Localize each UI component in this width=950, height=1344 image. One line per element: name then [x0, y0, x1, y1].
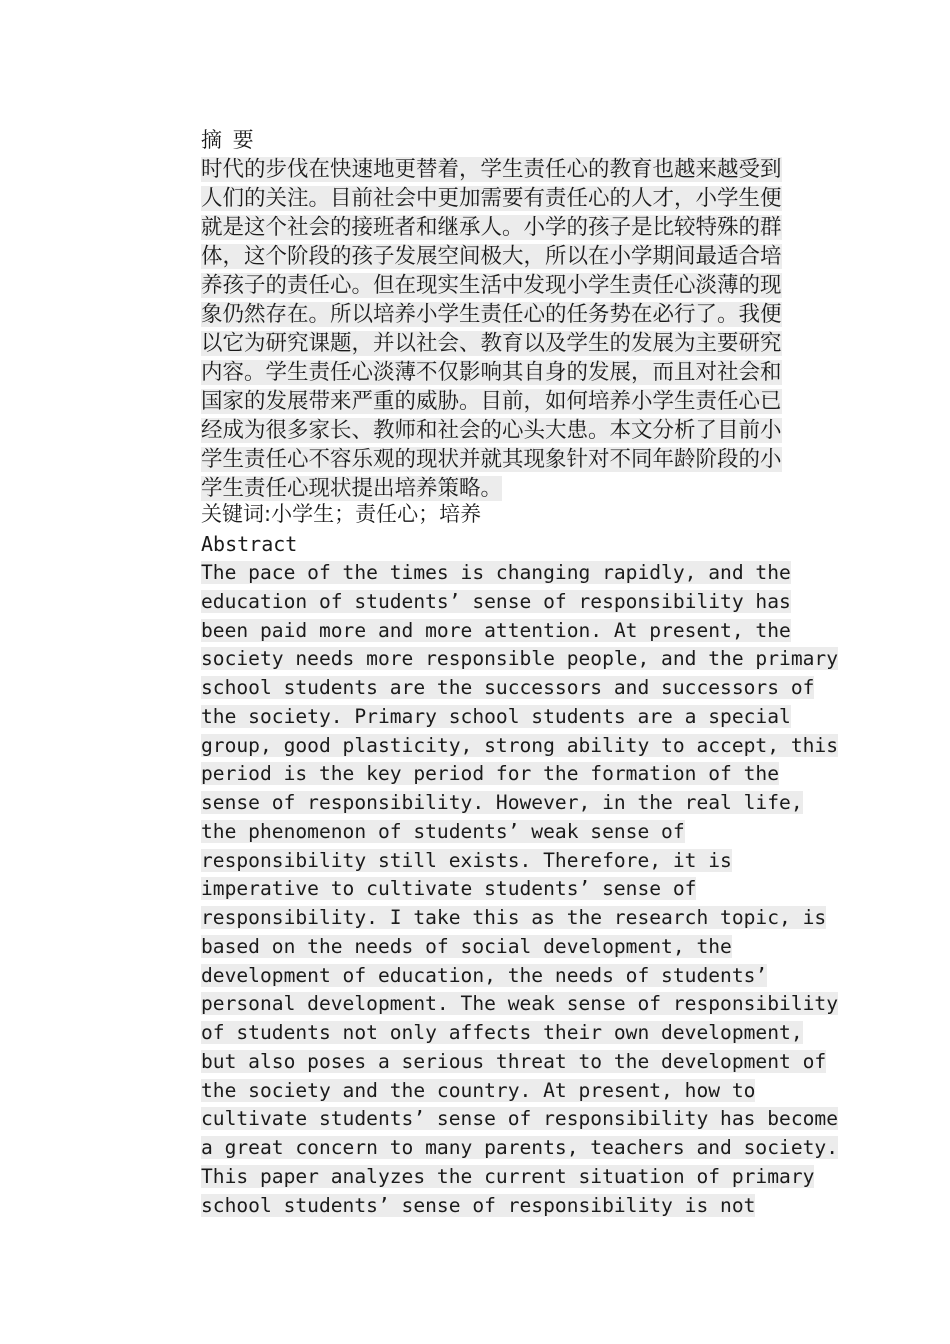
chinese-abstract-line: 学生责任心现状提出培养策略。 — [201, 476, 503, 501]
chinese-abstract-line: 经成为很多家长、教师和社会的心头大患。本文分析了目前小 — [201, 418, 782, 443]
english-abstract-heading: Abstract — [201, 532, 298, 556]
english-abstract-line: cultivate students’ sense of responsibility has become — [201, 1107, 839, 1131]
english-abstract-line: responsibility. I take this as the research topic, is — [201, 906, 827, 929]
english-abstract-line: personal development. The weak sense of responsibility — [201, 992, 839, 1016]
chinese-abstract-line: 学生责任心不容乐观的现状并就其现象针对不同年龄阶段的小 — [201, 447, 782, 472]
chinese-abstract-line: 时代的步伐在快速地更替着，学生责任心的教育也越来越受到 — [201, 157, 782, 182]
english-abstract-line: development of education, the needs of students’ — [201, 963, 768, 987]
english-abstract-line: based on the needs of social development, the — [201, 934, 732, 958]
english-abstract-line: period is the key period for the formation of the — [201, 762, 780, 786]
english-abstract-line: group, good plasticity, strong ability to accept, this — [201, 733, 839, 757]
chinese-abstract-body — [201, 155, 811, 503]
english-abstract-line: education of students’ sense of responsibility has — [201, 589, 791, 613]
chinese-abstract-line: 养孩子的责任心。但在现实生活中发现小学生责任心淡薄的现 — [201, 273, 782, 298]
chinese-abstract-line: 就是这个社会的接班者和继承人。小学的孩子是比较特殊的群 — [201, 215, 782, 240]
chinese-keywords: 关键词:小学生；责任心；培养 — [201, 502, 482, 526]
english-abstract-line: the phenomenon of students’ weak sense of — [201, 819, 685, 843]
english-abstract-line: the society and the country. At present, how to — [201, 1078, 756, 1102]
english-abstract-line: responsibility still exists. Therefore, it is — [201, 848, 732, 872]
english-abstract-line: school students are the successors and successors of — [201, 676, 815, 699]
english-abstract-line: of students not only affects their own development, — [201, 1021, 803, 1044]
chinese-abstract-line: 内容。学生责任心淡薄不仅影响其自身的发展，而且对社会和 — [201, 360, 782, 385]
english-abstract-line: school students’ sense of responsibility is not — [201, 1193, 756, 1217]
chinese-abstract-heading: 摘 要 — [201, 128, 256, 152]
english-abstract-line: society needs more responsible people, and the primary — [201, 647, 839, 671]
english-abstract-line: sense of responsibility. However, in the real life, — [201, 791, 803, 814]
english-abstract-line: been paid more and more attention. At present, the — [201, 618, 791, 642]
chinese-abstract-line: 人们的关注。目前社会中更加需要有责任心的人才，小学生便 — [201, 186, 782, 211]
chinese-abstract-line: 体，这个阶段的孩子发展空间极大，所以在小学期间最适合培 — [201, 244, 782, 269]
chinese-abstract-line: 以它为研究课题，并以社会、教育以及学生的发展为主要研究 — [201, 331, 782, 356]
english-abstract-line: the society. Primary school students are a special — [201, 704, 791, 728]
english-abstract-line: a great concern to many parents, teachers and society. — [201, 1136, 839, 1159]
chinese-abstract-line: 象仍然存在。所以培养小学生责任心的任务势在必行了。我便 — [201, 302, 782, 327]
english-abstract-line: This paper analyzes the current situation of primary — [201, 1164, 815, 1188]
english-abstract-line: The pace of the times is changing rapidly, and the — [201, 561, 791, 584]
chinese-abstract-line: 国家的发展带来严重的威胁。目前，如何培养小学生责任心已 — [201, 389, 782, 414]
english-abstract-line: imperative to cultivate students’ sense of — [201, 877, 697, 901]
english-abstract-body — [201, 559, 839, 1220]
english-abstract-line: but also poses a serious threat to the development of — [201, 1049, 827, 1073]
